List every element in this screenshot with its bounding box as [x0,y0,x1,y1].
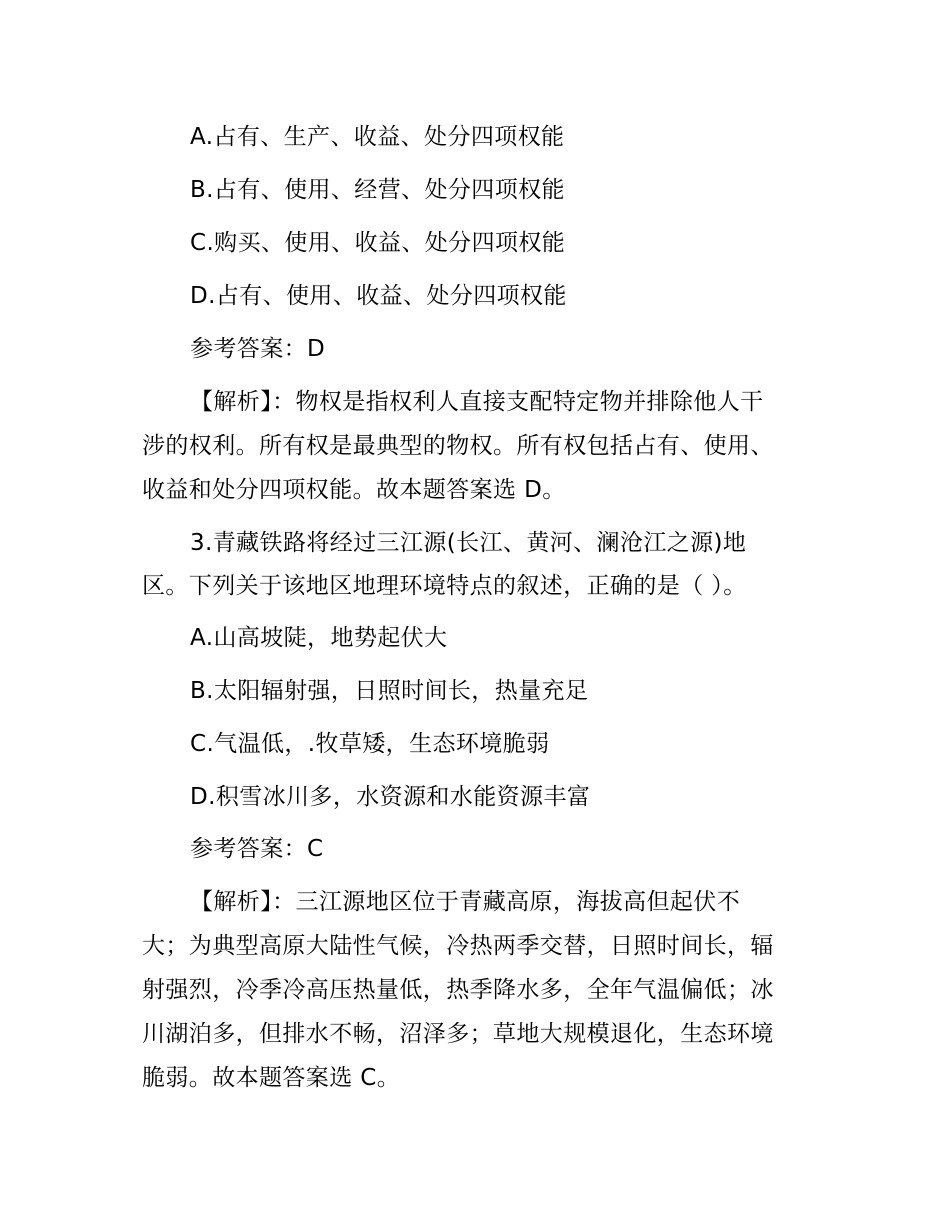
q3-analysis-line-2: 大；为典型高原大陆性气候，冷热两季交替，日照时间长，辐 [142,933,774,959]
q3-option-a: A.山高坡陡，地势起伏大 [190,625,448,651]
q2-analysis-line-3: 收益和处分四项权能。故本题答案选 D。 [142,477,566,503]
q3-analysis-line-4: 川湖泊多，但排水不畅，沼泽多；草地大规模退化，生态环境 [142,1021,774,1047]
q2-option-a: A.占有、生产、收益、处分四项权能 [190,124,565,150]
q2-analysis-line-2: 涉的权利。所有权是最典型的物权。所有权包括占有、使用、 [142,433,774,459]
q3-option-b: B.太阳辐射强，日照时间长，热量充足 [190,678,589,704]
q2-option-d: D.占有、使用、收益、处分四项权能 [190,283,567,309]
q2-answer: 参考答案：D [190,336,326,362]
q3-question-line-2: 区。下列关于该地区地理环境特点的叙述，正确的是（ ）。 [142,573,747,599]
q3-analysis-line-3: 射强烈，冷季冷高压热量低，热季降水多，全年气温偏低；冰 [142,977,774,1003]
q3-option-d: D.积雪冰川多，水资源和水能资源丰富 [190,784,591,810]
q3-option-c: C.气温低，.牧草矮，生态环境脆弱 [190,731,550,757]
q3-analysis-line-5: 脆弱。故本题答案选 C。 [142,1065,401,1091]
q3-analysis-line-1: 【解析】：三江源地区位于青藏高原，海拔高但起伏不 [190,889,741,915]
q3-question-line-1: 3.青藏铁路将经过三江源(长江、黄河、澜沧江之源)地 [190,530,747,556]
q3-answer: 参考答案：C [190,836,324,862]
q2-analysis-line-1: 【解析】：物权是指权利人直接支配特定物并排除他人干 [190,389,764,415]
q2-option-c: C.购买、使用、收益、处分四项权能 [190,230,566,256]
q2-option-b: B.占有、使用、经营、处分四项权能 [190,177,565,203]
